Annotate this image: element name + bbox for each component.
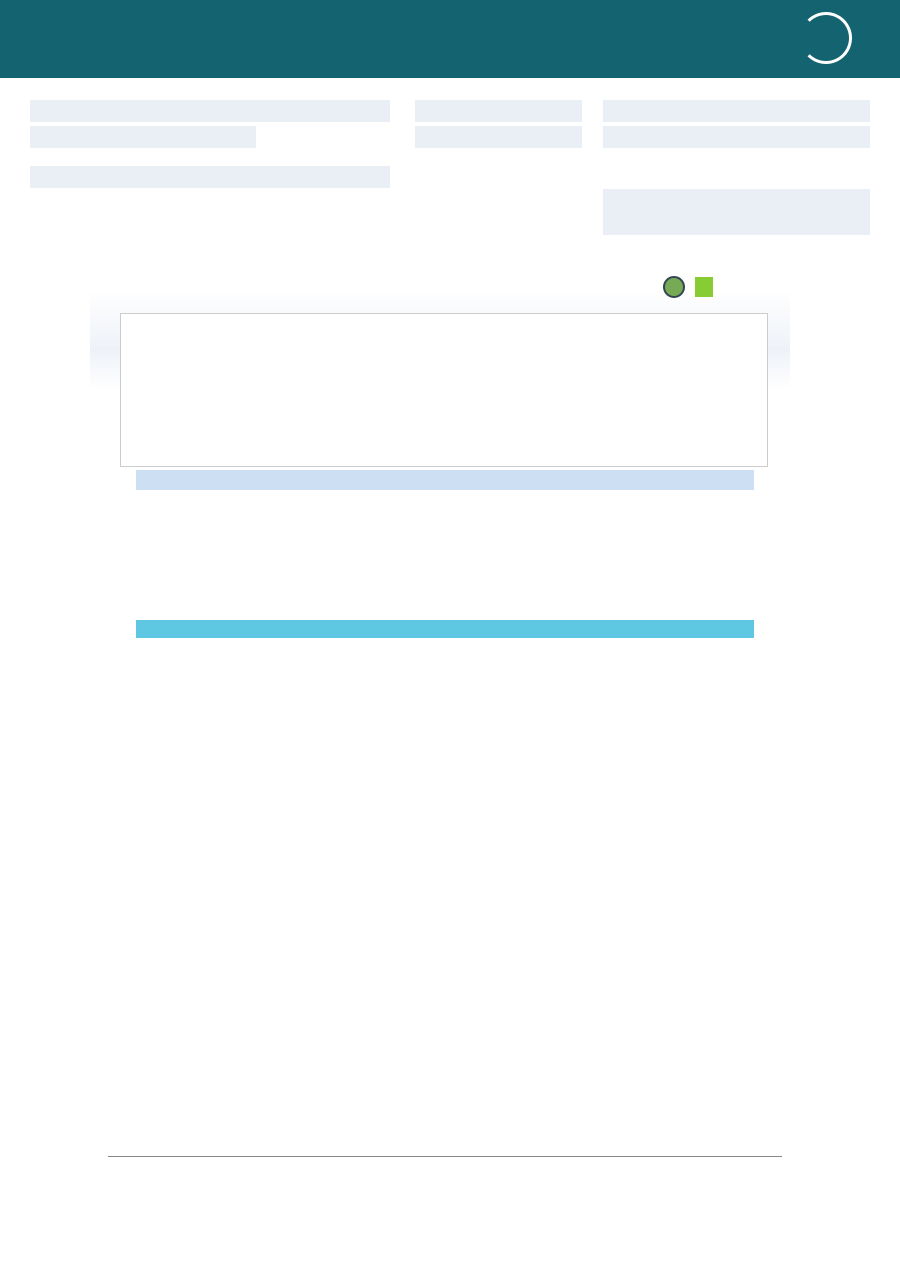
seal-icon — [663, 276, 685, 298]
lab-logo-icon — [695, 277, 713, 297]
report-info-box — [120, 313, 768, 467]
accreditation-logos — [653, 276, 713, 298]
patient-name-field — [30, 166, 390, 188]
report-document — [90, 250, 790, 1255]
section-header — [136, 470, 754, 490]
dates-box — [603, 189, 870, 235]
doctor-field — [603, 100, 870, 122]
sml-logo — [800, 12, 852, 64]
ward-field — [415, 100, 582, 122]
nutrient-markers-bar — [136, 620, 754, 638]
inst-field — [30, 100, 390, 122]
dept-field — [415, 126, 582, 148]
footer-note — [108, 1156, 782, 1161]
app-header — [0, 0, 900, 78]
clinical-info-field — [603, 126, 870, 148]
hospital-code-field — [30, 126, 256, 148]
